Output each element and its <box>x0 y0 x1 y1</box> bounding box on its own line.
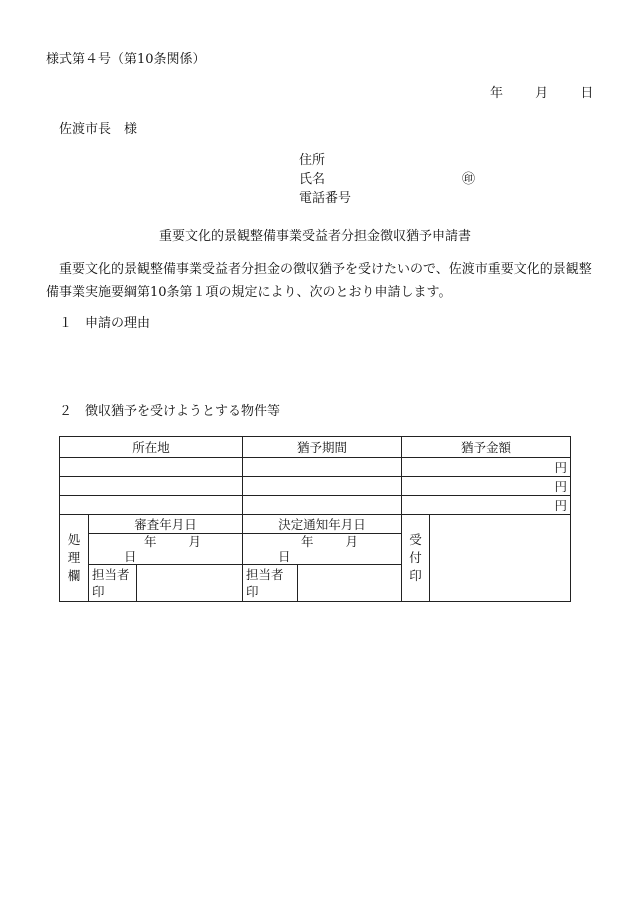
name-label: 氏名 <box>299 172 326 187</box>
amount-cell[interactable]: 円 <box>402 496 571 515</box>
header-location: 所在地 <box>60 437 243 458</box>
phone-label: 電話番号 <box>299 191 352 206</box>
date-day: 日 <box>580 86 594 101</box>
review-person-seal-label: 担当者印 <box>89 565 137 602</box>
document-title: 重要文化的景観整備事業受益者分担金徴収猶予申請書 <box>158 229 471 244</box>
location-cell[interactable] <box>60 477 243 496</box>
review-person-seal-cell[interactable] <box>137 565 243 602</box>
decision-date-cell[interactable]: 年 月日 <box>243 534 402 565</box>
decision-person-seal-label: 担当者印 <box>243 565 298 602</box>
location-cell[interactable] <box>60 458 243 477</box>
form-number: 様式第４号（第10条関係） <box>46 52 206 67</box>
section-2-heading: ２ 徴収猶予を受けようとする物件等 <box>59 404 281 419</box>
property-table <box>59 436 571 602</box>
date-year: 年 <box>490 86 504 101</box>
period-cell[interactable] <box>243 477 402 496</box>
amount-cell[interactable]: 円 <box>402 477 571 496</box>
period-cell[interactable] <box>243 496 402 515</box>
header-amount: 猶予金額 <box>402 437 571 458</box>
table-header-row <box>60 437 571 458</box>
reception-seal-label: 受付印 <box>402 515 430 602</box>
review-date-label: 審査年月日 <box>89 515 243 534</box>
decision-date-label: 決定通知年月日 <box>243 515 402 534</box>
table-row <box>60 496 571 515</box>
section-1-heading: １ 申請の理由 <box>59 316 151 331</box>
seal-icon: ㊞ <box>462 172 476 187</box>
date-line <box>490 86 593 102</box>
processing-row-1 <box>60 515 571 534</box>
addressee: 佐渡市長 様 <box>59 122 138 137</box>
period-cell[interactable] <box>243 458 402 477</box>
date-month: 月 <box>535 86 549 101</box>
amount-cell[interactable]: 円 <box>402 458 571 477</box>
processing-label: 処理欄 <box>60 515 89 602</box>
location-cell[interactable] <box>60 496 243 515</box>
header-period: 猶予期間 <box>243 437 402 458</box>
decision-person-seal-cell[interactable] <box>298 565 402 602</box>
reception-seal-cell[interactable] <box>430 515 571 602</box>
table-row <box>60 477 571 496</box>
table-row <box>60 458 571 477</box>
address-label: 住所 <box>299 153 326 168</box>
review-date-cell[interactable]: 年 月日 <box>89 534 243 565</box>
body-text: 重要文化的景観整備事業受益者分担金の徴収猶予を受けたいので、佐渡市重要文化的景観整備事業実施要綱第10条第１項の規定により、次のとおり申請します。 <box>46 262 592 300</box>
